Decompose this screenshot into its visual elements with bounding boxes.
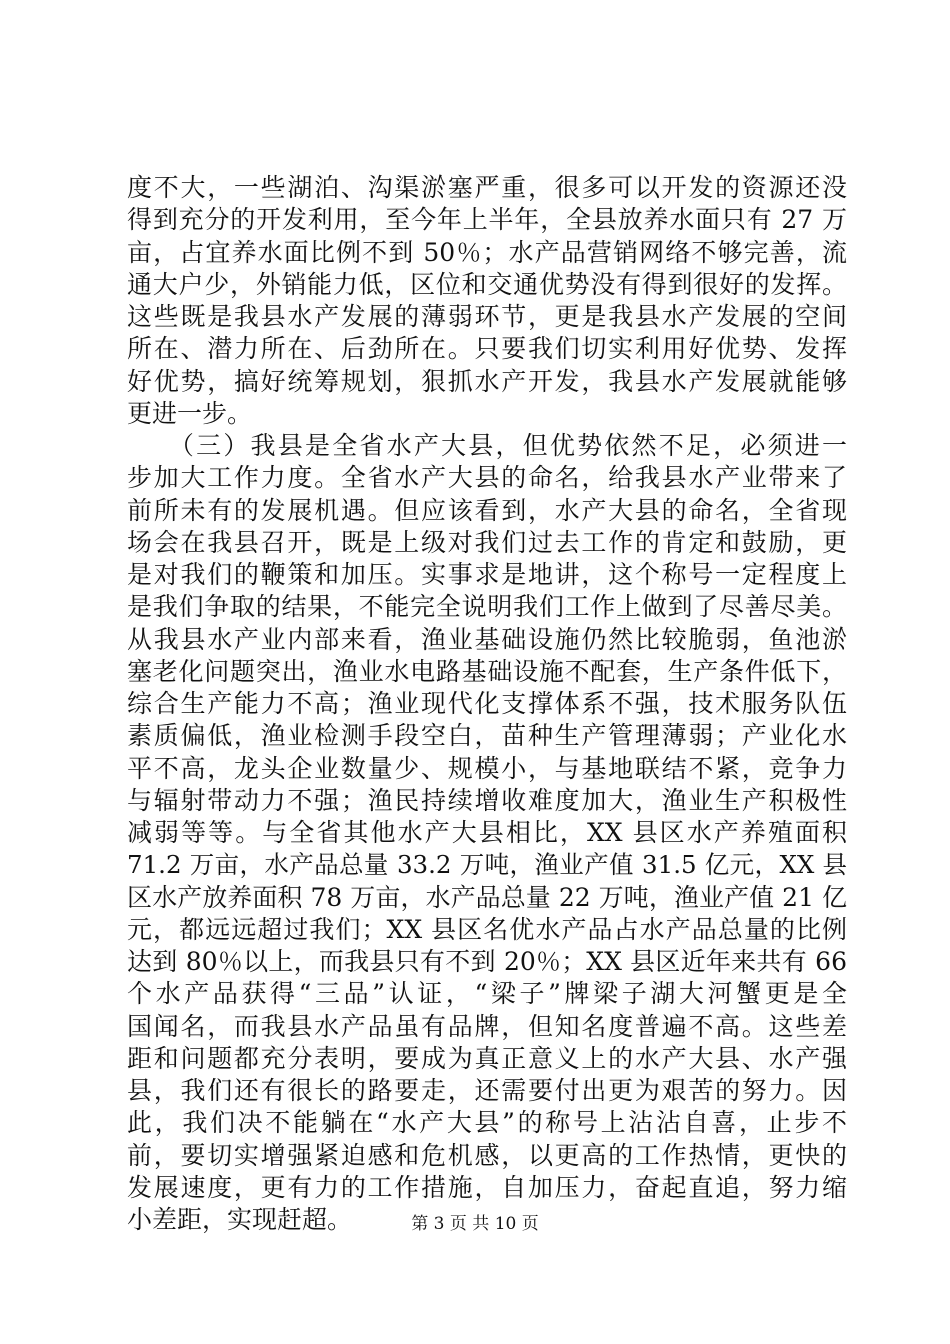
text-line: 71.2 万亩，水产品总量 33.2 万吨，渔业产值 31.5 亿元，XX 县 bbox=[127, 850, 847, 880]
text-line: 与辐射带动力不强；渔民持续增收难度加大，渔业生产积极性 bbox=[127, 785, 847, 815]
text-line: 素质偏低，渔业检测手段空白，苗种生产管理薄弱；产业化水 bbox=[127, 721, 847, 751]
paragraph-heading-line: （三）我县是全省水产大县，但优势依然不足，必须进一 bbox=[127, 431, 847, 460]
text-line: 前，要切实增强紧迫感和危机感，以更高的工作热情，更快的 bbox=[127, 1140, 847, 1170]
text-line: 是对我们的鞭策和加压。实事求是地讲，这个称号一定程度上 bbox=[127, 560, 847, 589]
document-body bbox=[127, 172, 847, 1236]
text-line: 更进一步。 bbox=[127, 398, 253, 428]
text-line: 通大户少，外销能力低，区位和交通优势没有得到很好的发挥。 bbox=[127, 269, 847, 299]
text-line: 减弱等等。与全省其他水产大县相比，XX 县区水产养殖面积 bbox=[127, 818, 847, 847]
text-line: 从我县水产业内部来看，渔业基础设施仍然比较脆弱，鱼池淤 bbox=[127, 624, 847, 654]
text-line: 元，都远远超过我们；XX 县区名优水产品占水产品总量的比例 bbox=[127, 914, 847, 944]
text-line: 发展速度，更有力的工作措施，自加压力，奋起直追，努力缩 bbox=[127, 1172, 847, 1202]
text-line: 前所未有的发展机遇。但应该看到，水产大县的命名，全省现 bbox=[127, 495, 847, 525]
text-line: 度不大，一些湖泊、沟渠淤塞严重，很多可以开发的资源还没 bbox=[127, 173, 847, 202]
text-line: 小差距，实现赶超。 bbox=[127, 1205, 353, 1234]
text-line: 县，我们还有很长的路要走，还需要付出更为艰苦的努力。因 bbox=[127, 1076, 847, 1105]
text-line: 个水产品获得“三品”认证，“梁子”牌梁子湖大河蟹更是全 bbox=[127, 979, 847, 1009]
text-line: 区水产放养面积 78 万亩，水产品总量 22 万吨，渔业产值 21 亿 bbox=[127, 882, 847, 912]
text-line: 所在、潜力所在、后劲所在。只要我们切实利用好优势、发挥 bbox=[127, 334, 847, 364]
text-line: 是我们争取的结果，不能完全说明我们工作上做到了尽善尽美。 bbox=[127, 592, 847, 622]
text-line: 亩，占宜养水面比例不到 50％；水产品营销网络不够完善，流 bbox=[127, 237, 847, 267]
text-line: 塞老化问题突出，渔业水电路基础设施不配套，生产条件低下， bbox=[127, 656, 847, 686]
text-line: 这些既是我县水产发展的薄弱环节，更是我县水产发展的空间 bbox=[127, 302, 847, 331]
text-line: 距和问题都充分表明，要成为真正意义上的水产大县、水产强 bbox=[127, 1043, 847, 1073]
text-line: 达到 80％以上，而我县只有不到 20％；XX 县区近年来共有 66 bbox=[127, 947, 847, 976]
text-line: 场会在我县召开，既是上级对我们过去工作的肯定和鼓励，更 bbox=[127, 527, 847, 557]
page-number-label: 第 3 页 共 10 页 bbox=[411, 1214, 539, 1234]
text-line: 步加大工作力度。全省水产大县的命名，给我县水产业带来了 bbox=[127, 463, 847, 493]
text-line: 此，我们决不能躺在“水产大县”的称号上沾沾自喜，止步不 bbox=[127, 1108, 847, 1138]
text-line: 得到充分的开发利用，至今年上半年，全县放养水面只有 27 万 bbox=[127, 205, 847, 235]
text-line: 平不高，龙头企业数量少、规模小，与基地联结不紧，竞争力 bbox=[127, 753, 847, 783]
text-line: 好优势，搞好统筹规划，狠抓水产开发，我县水产发展就能够 bbox=[127, 366, 847, 396]
page-footer bbox=[0, 1212, 950, 1236]
text-line: 国闻名，而我县水产品虽有品牌，但知名度普遍不高。这些差 bbox=[127, 1011, 847, 1041]
text-line: 综合生产能力不高；渔业现代化支撑体系不强，技术服务队伍 bbox=[127, 689, 847, 718]
